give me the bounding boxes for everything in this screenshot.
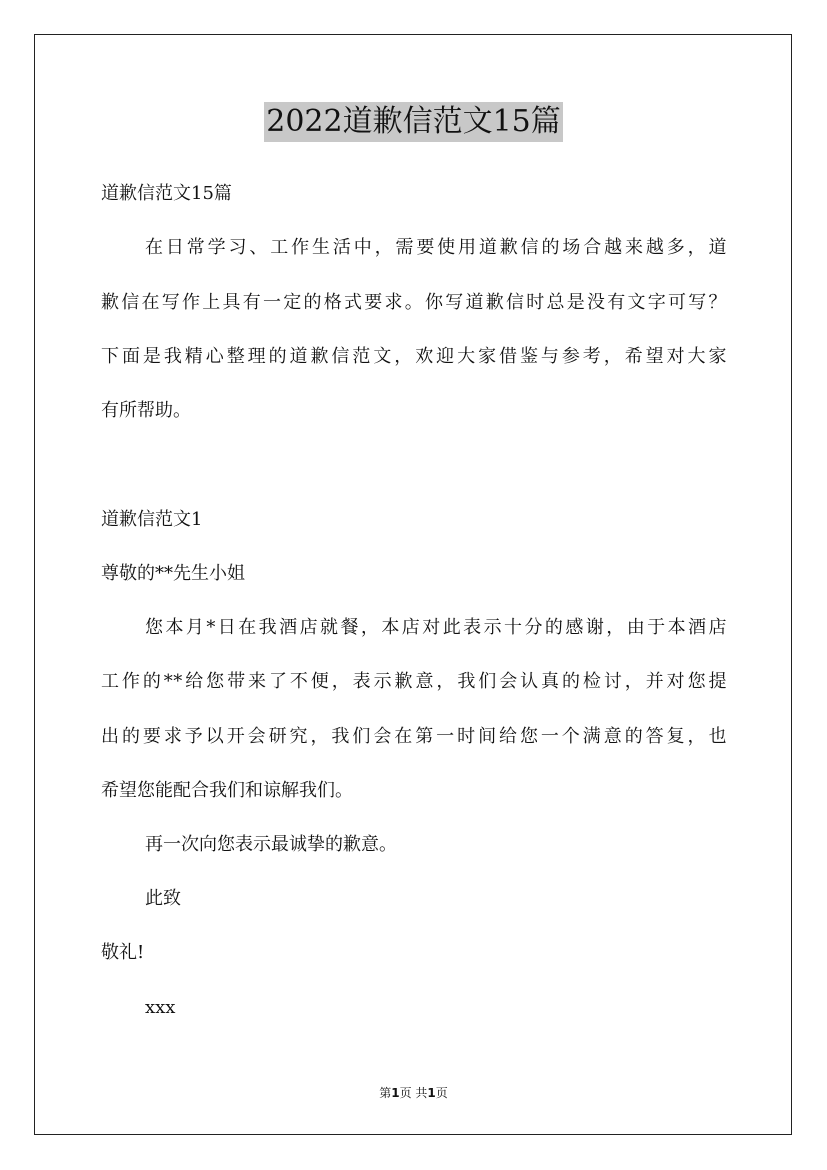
footer-page-total: 1 bbox=[427, 1086, 436, 1100]
intro-line-2: 歉信在写作上具有一定的格式要求。你写道歉信时总是没有文字可写？ bbox=[101, 292, 727, 313]
body-line-4: 希望您能配合我们和谅解我们。 bbox=[101, 780, 353, 801]
closing-line-1: 此致 bbox=[145, 888, 181, 909]
salutation: 尊敬的**先生小姐 bbox=[101, 563, 245, 584]
closing-line-2: 敬礼! bbox=[101, 942, 145, 963]
footer-page-suffix: 页 bbox=[435, 1086, 448, 1100]
title-wrap bbox=[0, 102, 827, 142]
footer-page-prefix: 第 bbox=[379, 1086, 392, 1100]
page-footer bbox=[0, 1085, 827, 1101]
intro-line-3: 下面是我精心整理的道歉信范文，欢迎大家借鉴与参考，希望对大家 bbox=[101, 346, 727, 367]
intro-line-4: 有所帮助。 bbox=[101, 400, 191, 421]
document-title: 2022道歉信范文15篇 bbox=[264, 102, 563, 142]
footer-page-current: 1 bbox=[391, 1086, 400, 1100]
section-heading: 道歉信范文1 bbox=[101, 509, 203, 530]
signature: xxx bbox=[145, 997, 176, 1018]
apology-line: 再一次向您表示最诚挚的歉意。 bbox=[145, 834, 397, 855]
body-line-2: 工作的**给您带来了不便，表示歉意，我们会认真的检讨，并对您提 bbox=[101, 671, 727, 692]
body-line-1: 您本月*日在我酒店就餐，本店对此表示十分的感谢，由于本酒店 bbox=[145, 617, 727, 638]
body-line-3: 出的要求予以开会研究，我们会在第一时间给您一个满意的答复，也 bbox=[101, 726, 727, 747]
document-subtitle: 道歉信范文15篇 bbox=[101, 183, 232, 204]
intro-line-1: 在日常学习、工作生活中，需要使用道歉信的场合越来越多，道 bbox=[145, 237, 727, 258]
footer-page-mid: 页 共 bbox=[399, 1086, 428, 1100]
